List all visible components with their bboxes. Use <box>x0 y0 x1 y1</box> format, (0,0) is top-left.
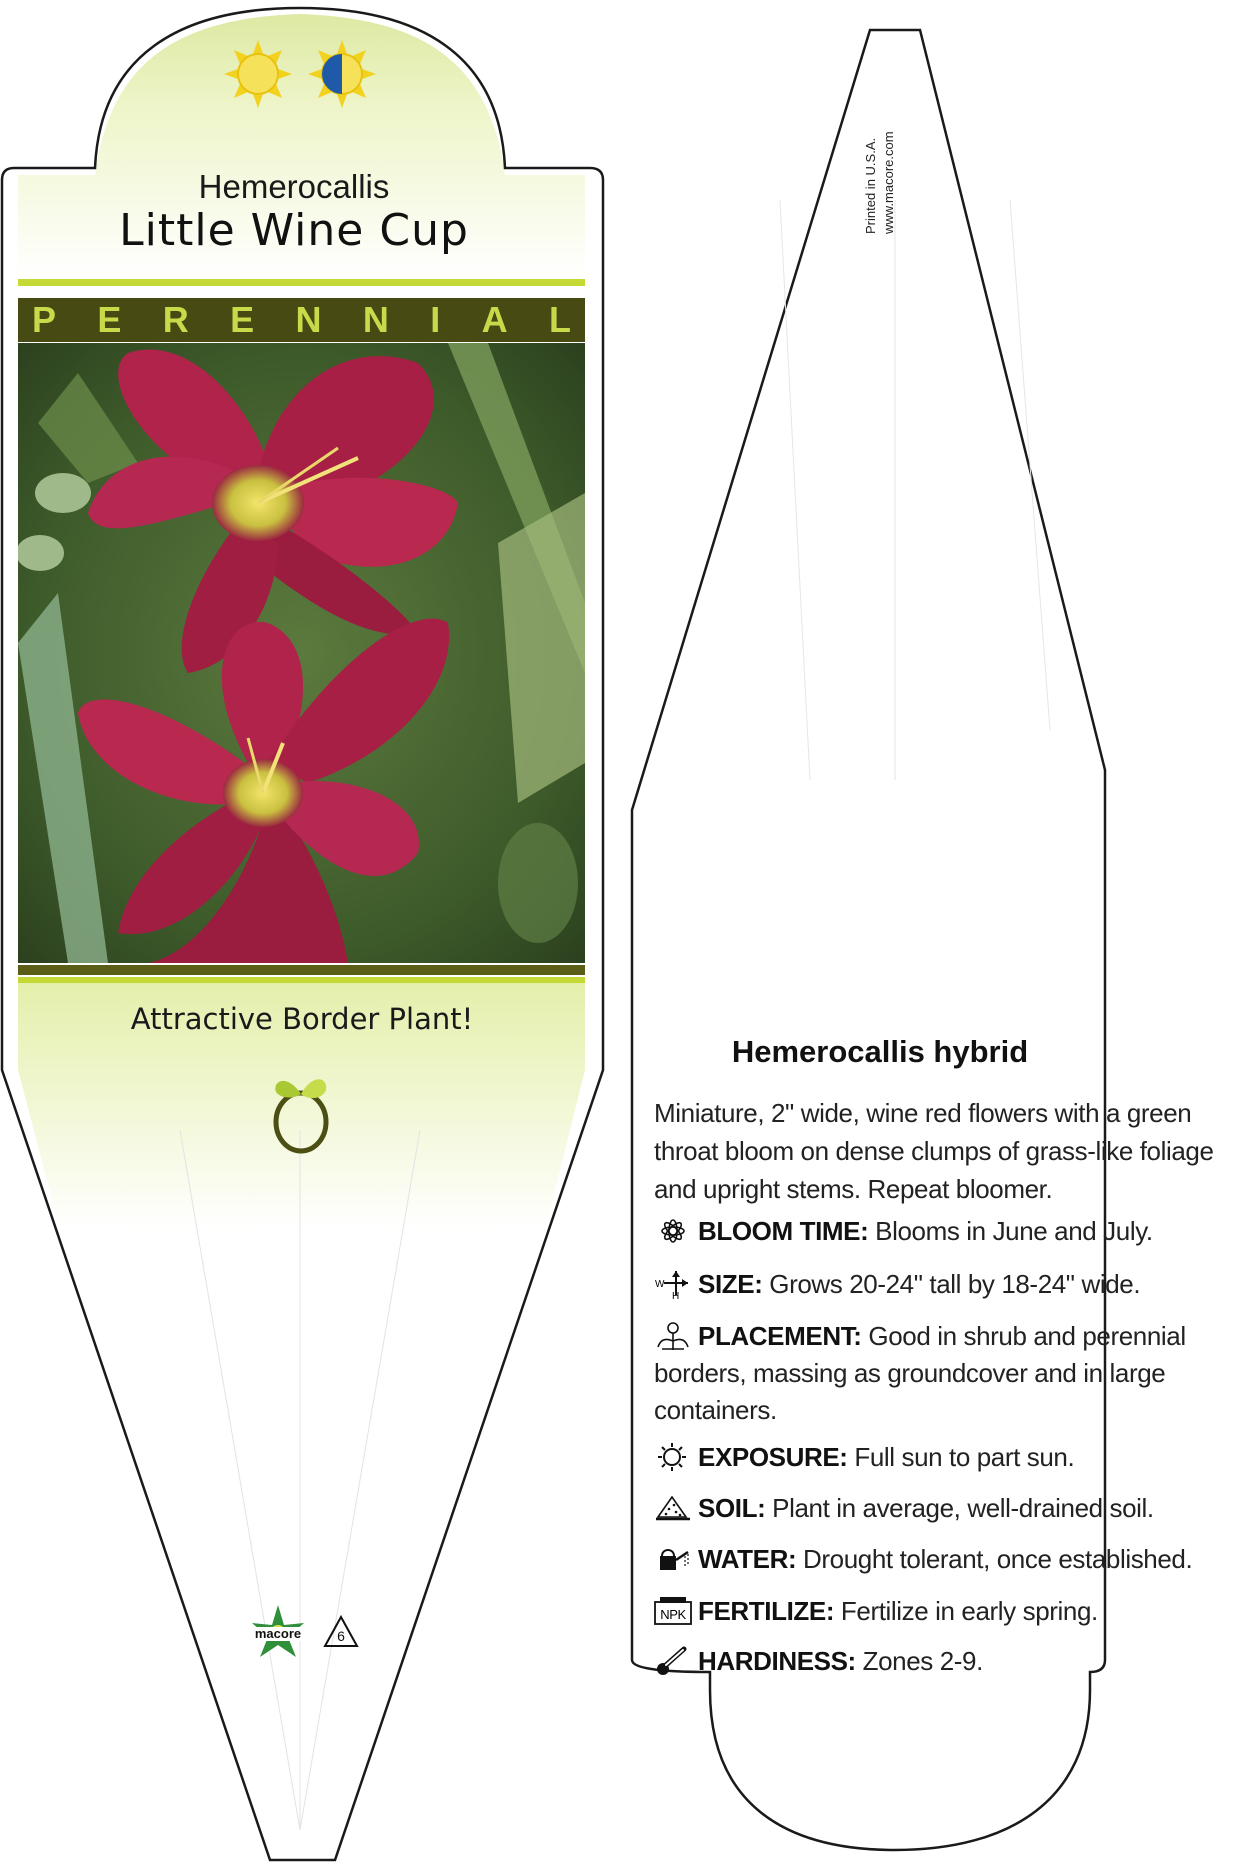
size-w-letter: W <box>655 1279 665 1290</box>
category-letter: E <box>97 299 122 340</box>
size-icon <box>654 1269 692 1299</box>
plant-photo <box>18 343 585 963</box>
attr-water <box>654 1541 1214 1578</box>
brand-wordmark: macore <box>246 1627 310 1641</box>
attr-value: Plant in average, well-drained soil. <box>765 1493 1154 1523</box>
attr-exposure <box>654 1439 1214 1476</box>
category-letter: N <box>295 299 322 340</box>
category-letter: A <box>481 299 508 340</box>
flower-icon <box>654 1216 692 1246</box>
category-letter: L <box>548 299 571 340</box>
attr-label: SIZE: <box>698 1269 763 1299</box>
attr-label: BLOOM TIME: <box>698 1216 869 1246</box>
attr-label: FERTILIZE: <box>698 1596 835 1626</box>
botanical-name: Hemerocallis hybrid <box>731 1034 1029 1069</box>
attr-label: HARDINESS: <box>698 1646 856 1676</box>
attr-value: Fertilize in early spring. <box>834 1596 1098 1626</box>
category-letter: E <box>230 299 255 340</box>
variety-name: Little Wine Cup <box>119 205 469 256</box>
attr-value: Good in shrub and perennial borders, massing as groundcover and in large containers. <box>654 1321 1186 1425</box>
attr-fertilize <box>654 1593 1214 1630</box>
npk-text: NPK <box>660 1607 686 1622</box>
attr-bloom-time <box>654 1213 1214 1250</box>
website-text: www.macore.com <box>881 131 896 234</box>
soil-icon <box>654 1493 692 1523</box>
sun-icon <box>654 1442 692 1472</box>
thermometer-icon <box>654 1646 692 1676</box>
category-letter: P <box>32 299 57 340</box>
attr-hardiness <box>654 1643 1214 1680</box>
attr-value: Grows 20-24" tall by 18-24" wide. <box>762 1269 1141 1299</box>
attr-value: Zones 2-9. <box>855 1646 983 1676</box>
attr-label: EXPOSURE: <box>698 1442 848 1472</box>
npk-icon <box>654 1596 692 1626</box>
attr-soil <box>654 1490 1214 1527</box>
printed-note <box>862 54 898 234</box>
category-letter: N <box>362 299 389 340</box>
tagline: Attractive Border Plant! <box>130 1002 474 1036</box>
sprout-logo-icon <box>270 1068 332 1154</box>
attr-value: Full sun to part sun. <box>847 1442 1075 1472</box>
recycle-number: 6 <box>337 1628 345 1644</box>
category-letter: I <box>430 299 441 340</box>
full-sun-icon <box>222 38 294 110</box>
attr-size <box>654 1266 1214 1303</box>
plant-description: Miniature, 2" wide, wine red flowers with a green throat bloom on dense clumps of grass-like foliage and upright stems. Repeat bloomer. <box>654 1098 1214 1204</box>
attr-label: WATER: <box>698 1544 797 1574</box>
back-tag-outline <box>620 0 1233 1865</box>
attr-value: Blooms in June and July. <box>868 1216 1153 1246</box>
attr-value: Drought tolerant, once established. <box>796 1544 1193 1574</box>
category-label <box>18 300 585 340</box>
attr-label: PLACEMENT: <box>698 1321 862 1351</box>
size-h-letter: H <box>672 1291 679 1299</box>
part-sun-icon <box>306 38 378 110</box>
attr-placement <box>654 1318 1214 1429</box>
watering-can-icon <box>654 1544 692 1574</box>
category-letter: R <box>162 299 189 340</box>
genus-name: Hemerocallis <box>198 168 390 205</box>
printed-in-text: Printed in U.S.A. <box>863 137 878 234</box>
attr-label: SOIL: <box>698 1493 766 1523</box>
plant-icon <box>654 1321 692 1351</box>
